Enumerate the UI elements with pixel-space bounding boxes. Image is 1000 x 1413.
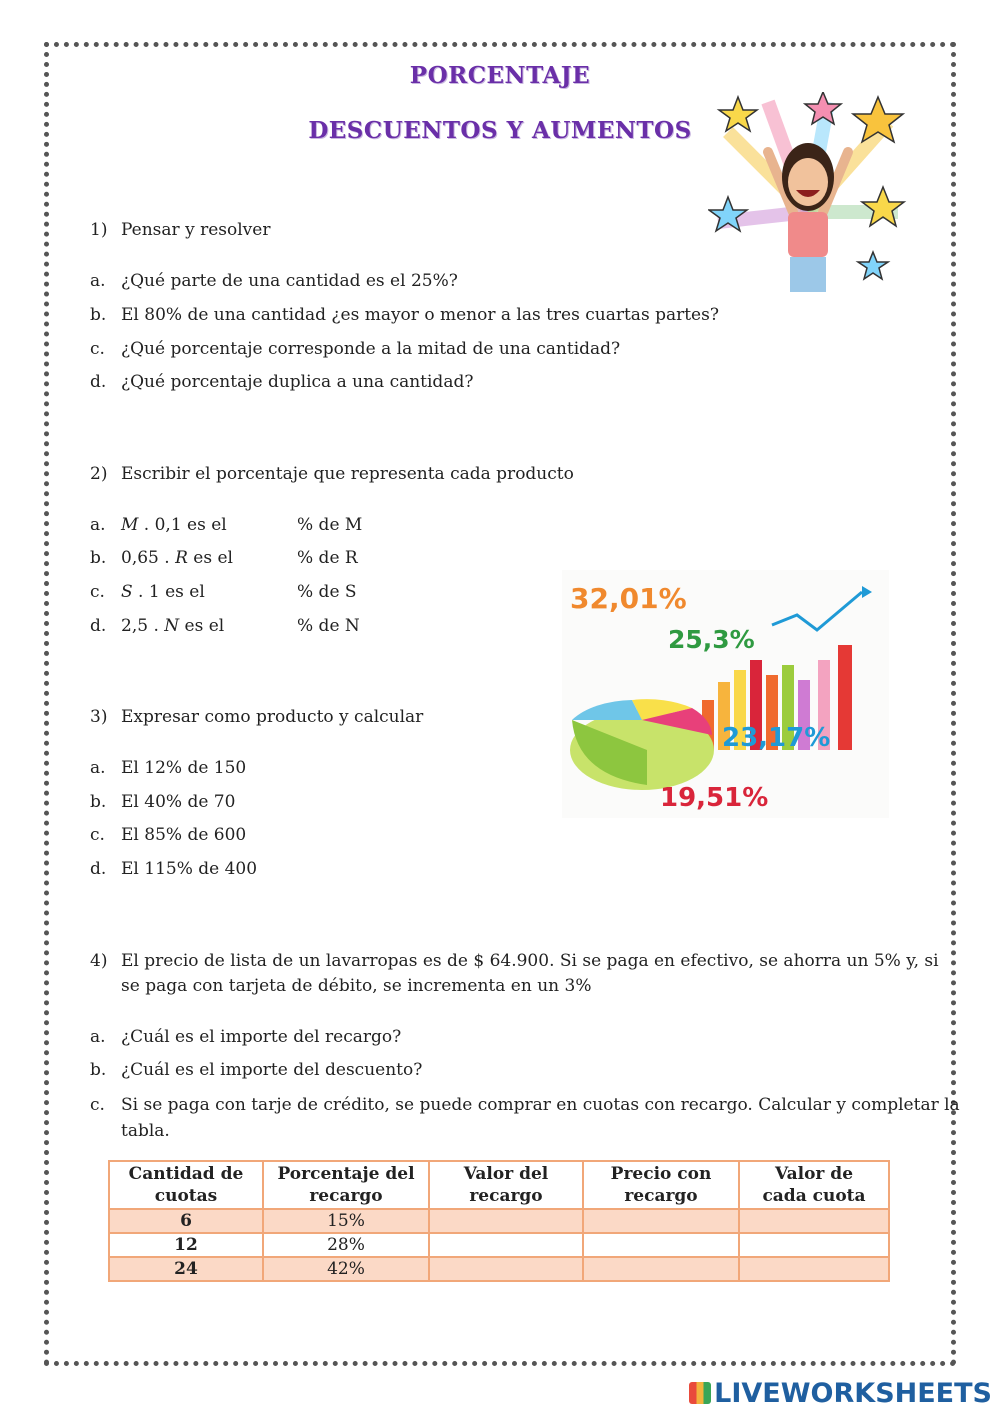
percent-of-text: % de R [297,548,358,568]
expression-text: 2,5 . 𝑁 es el [121,616,225,636]
item-label: b. [90,548,107,568]
question-text: ¿Cuál es el importe del recargo? [121,1027,402,1047]
cell-cuotas: 12 [109,1233,263,1257]
pie-chart-icon [570,699,714,790]
percent-of-text: % de S [297,582,357,602]
item-label: c. [90,582,105,602]
expression-text: 0,65 . 𝑅 es el [121,548,233,568]
question-text-line2: tabla. [121,1121,170,1141]
cell-valor-recargo-input[interactable] [429,1209,583,1233]
question-text: ¿Cuál es el importe del descuento? [121,1060,423,1080]
question-text: El 115% de 400 [121,859,258,879]
table-row [109,1257,889,1281]
item-label: d. [90,372,107,392]
question-text: ¿Qué parte de una cantidad es el 25%? [121,271,458,291]
cell-valor-recargo-input[interactable] [429,1233,583,1257]
percentage-chart-illustration [562,570,889,818]
section-number: 3) [90,707,108,727]
cell-porcentaje: 42% [263,1257,429,1281]
item-label: a. [90,271,106,291]
item-label: c. [90,825,105,845]
section-title: Pensar y resolver [121,220,271,240]
chart-label-green: 25,3% [668,625,755,654]
header-cantidad-cuotas: Cantidad de cuotas [109,1161,263,1209]
page-title: PORCENTAJE [409,62,591,89]
section-title: Escribir el porcentaje que representa cada producto [121,464,574,484]
cell-porcentaje: 15% [263,1209,429,1233]
item-label: b. [90,305,107,325]
question-text: El 85% de 600 [121,825,247,845]
cuotas-table [108,1160,890,1282]
question-text: El 12% de 150 [121,758,247,778]
header-valor-cuota: Valor de cada cuota [739,1161,889,1209]
section-number: 4) [90,951,108,971]
item-label: d. [90,859,107,879]
item-label: c. [90,339,105,359]
question-text: ¿Qué porcentaje corresponde a la mitad de una cantidad? [121,339,621,359]
cell-valor-cuota-input[interactable] [739,1257,889,1281]
question-text: El 80% de una cantidad ¿es mayor o menor a las tres cuartas partes? [121,305,719,325]
page-subtitle: DESCUENTOS Y AUMENTOS [308,117,692,144]
item-label: c. [90,1095,105,1115]
problem-text-line1: El precio de lista de un lavarropas es de $ 64.900. Si se paga en efectivo, se ahorra un 5% y, si [121,951,939,971]
celebration-illustration [708,92,908,292]
liveworksheets-logo[interactable]: LIVEWORKSHEETS [689,1378,992,1409]
cell-precio-recargo-input[interactable] [583,1233,739,1257]
table-row [109,1209,889,1233]
section-number: 2) [90,464,108,484]
item-label: a. [90,1027,106,1047]
header-porcentaje-recargo: Porcentaje del recargo [263,1161,429,1209]
question-text-line1: Si se paga con tarje de crédito, se puede comprar en cuotas con recargo. Calcular y completar la [121,1095,960,1115]
item-label: b. [90,792,107,812]
question-text: El 40% de 70 [121,792,236,812]
problem-text-line2: se paga con tarjeta de débito, se incrementa en un 3% [121,976,592,996]
expression-text: 𝑆 . 1 es el [121,582,205,602]
chart-label-orange: 32,01% [570,582,687,615]
section-number: 1) [90,220,108,240]
cell-cuotas: 6 [109,1209,263,1233]
item-label: a. [90,758,106,778]
chart-label-blue: 23,17% [722,723,831,753]
header-valor-recargo: Valor del recargo [429,1161,583,1209]
cell-valor-cuota-input[interactable] [739,1209,889,1233]
expression-text: 𝑀 . 0,1 es el [121,515,227,535]
section-title: Expresar como producto y calcular [121,707,424,727]
item-label: b. [90,1060,107,1080]
cell-cuotas: 24 [109,1257,263,1281]
cell-porcentaje: 28% [263,1233,429,1257]
table-row [109,1233,889,1257]
cell-precio-recargo-input[interactable] [583,1209,739,1233]
item-label: a. [90,515,106,535]
cell-valor-cuota-input[interactable] [739,1233,889,1257]
logo-icon [689,1382,711,1404]
table-header-row [109,1161,889,1209]
percent-of-text: % de N [297,616,360,636]
header-precio-recargo: Precio con recargo [583,1161,739,1209]
percent-of-text: % de M [297,515,363,535]
cell-valor-recargo-input[interactable] [429,1257,583,1281]
question-text: ¿Qué porcentaje duplica a una cantidad? [121,372,474,392]
cell-precio-recargo-input[interactable] [583,1257,739,1281]
chart-label-red: 19,51% [660,783,769,813]
item-label: d. [90,616,107,636]
